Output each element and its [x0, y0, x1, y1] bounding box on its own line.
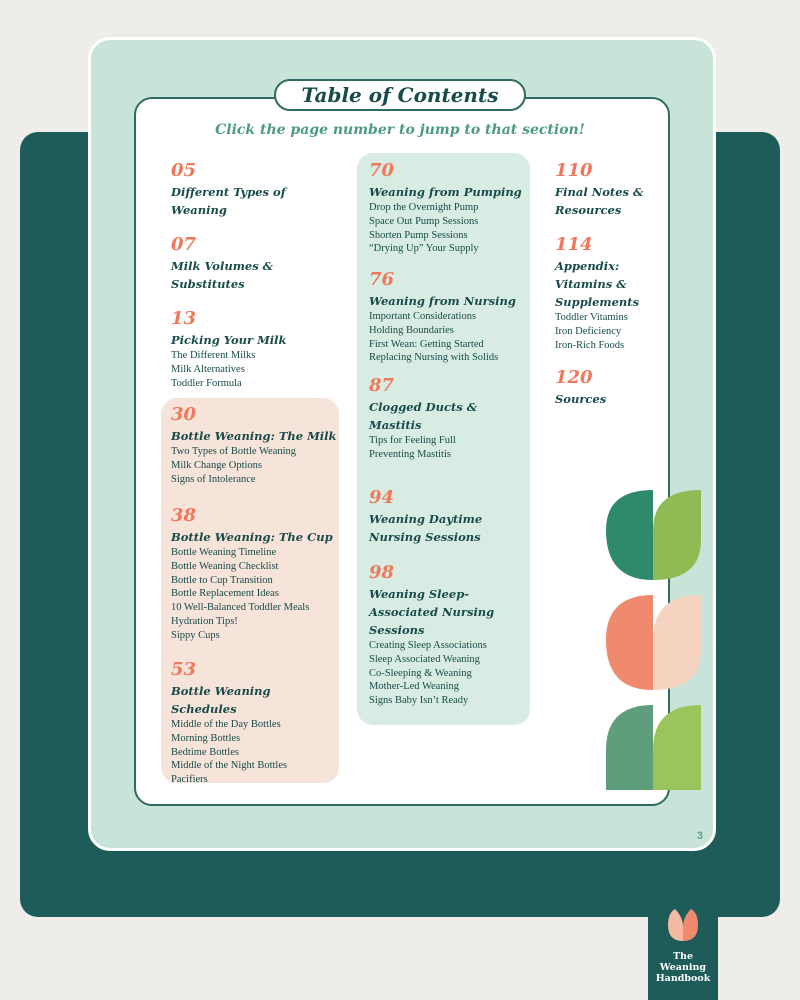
- logo-text-line1: The: [672, 951, 694, 962]
- section-heading[interactable]: Picking Your Milk: [171, 333, 287, 347]
- subsection-item[interactable]: Signs of Intolerance: [171, 473, 256, 485]
- subsection-item[interactable]: Iron Deficiency: [555, 325, 622, 337]
- page-link[interactable]: 53: [171, 659, 197, 680]
- leaf-bud-icon: [668, 907, 698, 941]
- subtitle: Click the page number to jump to that section!: [215, 122, 585, 138]
- subsection-item[interactable]: First Wean: Getting Started: [369, 338, 484, 350]
- section-heading[interactable]: Appendix: Vitamins & Supplements: [555, 259, 640, 309]
- subsection-item[interactable]: Toddler Vitamins: [555, 312, 628, 323]
- toc-section: [555, 234, 665, 352]
- subsection-item[interactable]: 10 Well-Balanced Toddler Meals: [171, 602, 310, 614]
- subsection-item[interactable]: Signs Baby Isn’t Ready: [369, 695, 469, 707]
- subsection-item[interactable]: Bedtime Bottles: [171, 746, 239, 758]
- section-heading[interactable]: Weaning Sleep-Associated Nursing Sessions: [369, 587, 495, 637]
- subsection-item[interactable]: Toddler Formula: [171, 377, 242, 389]
- subsection-item[interactable]: Bottle Weaning Checklist: [171, 560, 279, 572]
- page-link[interactable]: 05: [171, 160, 197, 181]
- subsection-item[interactable]: Important Considerations: [369, 311, 477, 322]
- section-heading[interactable]: Bottle Weaning: The Cup: [171, 530, 333, 544]
- section-heading[interactable]: Clogged Ducts & Mastitis: [369, 400, 478, 432]
- section-heading[interactable]: Final Notes & Resources: [555, 185, 644, 217]
- subsection-item[interactable]: Milk Alternatives: [171, 363, 245, 375]
- page-link[interactable]: 94: [369, 487, 395, 508]
- page-link[interactable]: 114: [555, 234, 593, 255]
- toc-section: [171, 160, 339, 219]
- toc-section: [171, 308, 339, 390]
- page-number: 3: [696, 830, 703, 842]
- logo-text-line2: Weaning: [659, 962, 707, 973]
- page-link[interactable]: 70: [369, 160, 395, 181]
- section-heading[interactable]: Sources: [555, 392, 607, 406]
- section-heading[interactable]: Weaning from Nursing: [369, 294, 516, 308]
- subsection-item[interactable]: Bottle Replacement Ideas: [171, 588, 279, 600]
- subsection-item[interactable]: Shorten Pump Sessions: [369, 229, 468, 241]
- subsection-item[interactable]: Space Out Pump Sessions: [369, 215, 479, 227]
- leaf-decoration-icon: [606, 490, 701, 790]
- subsection-item[interactable]: Sleep Associated Weaning: [369, 653, 480, 665]
- subsection-item[interactable]: Morning Bottles: [171, 732, 241, 744]
- page-link[interactable]: 87: [369, 375, 395, 396]
- page-title: Table of Contents: [274, 79, 526, 111]
- subsection-item[interactable]: Sippy Cups: [171, 629, 220, 641]
- subsection-item[interactable]: Drop the Overnight Pump: [369, 202, 479, 213]
- section-heading[interactable]: Bottle Weaning: The Milk: [171, 429, 337, 443]
- subsection-item[interactable]: The Different Milks: [171, 350, 256, 361]
- toc-section: [369, 487, 525, 546]
- subsection-item[interactable]: Holding Boundaries: [369, 324, 454, 336]
- toc-section: [369, 269, 525, 365]
- subsection-item[interactable]: Hydration Tips!: [171, 615, 238, 627]
- toc-section: [171, 404, 339, 486]
- toc-section: [369, 160, 525, 256]
- section-heading[interactable]: Bottle Weaning Schedules: [171, 684, 271, 716]
- subsection-item[interactable]: Bottle Weaning Timeline: [171, 547, 277, 558]
- subsection-item[interactable]: Co-Sleeping & Weaning: [369, 667, 472, 679]
- subsection-item[interactable]: Two Types of Bottle Weaning: [171, 446, 297, 457]
- subsection-item[interactable]: Milk Change Options: [171, 459, 262, 471]
- subsection-item[interactable]: Preventing Mastitis: [369, 448, 451, 460]
- toc-section: [171, 659, 339, 787]
- section-heading[interactable]: Milk Volumes & Substitutes: [171, 259, 274, 291]
- page-link[interactable]: 30: [171, 404, 197, 425]
- section-heading[interactable]: Different Types of Weaning: [171, 185, 286, 217]
- subsection-item[interactable]: Mother-Led Weaning: [369, 681, 460, 693]
- toc-section: [369, 562, 525, 708]
- page-link[interactable]: 13: [171, 308, 197, 329]
- subsection-item[interactable]: “Drying Up” Your Supply: [369, 243, 479, 255]
- page-link[interactable]: 07: [171, 234, 197, 255]
- toc-section: [171, 505, 339, 643]
- subsection-item[interactable]: Creating Sleep Associations: [369, 640, 487, 651]
- subsection-item[interactable]: Middle of the Day Bottles: [171, 719, 281, 730]
- page-link[interactable]: 98: [369, 562, 395, 583]
- subsection-item[interactable]: Middle of the Night Bottles: [171, 760, 288, 772]
- page-link[interactable]: 76: [369, 269, 395, 290]
- subsection-item[interactable]: Replacing Nursing with Solids: [369, 352, 499, 364]
- toc-section: [171, 234, 339, 293]
- page-link[interactable]: 120: [555, 367, 593, 388]
- toc-section: [369, 375, 525, 462]
- brand-logo: [648, 895, 718, 1000]
- page-link[interactable]: 110: [555, 160, 593, 181]
- page: [88, 37, 716, 851]
- page-link[interactable]: 38: [171, 505, 197, 526]
- toc-section: [555, 367, 665, 408]
- logo-text-line3: Handbook: [655, 973, 711, 984]
- subsection-item[interactable]: Bottle to Cup Transition: [171, 574, 273, 586]
- subsection-item[interactable]: Iron-Rich Foods: [555, 339, 625, 351]
- section-heading[interactable]: Weaning from Pumping: [369, 185, 522, 199]
- subsection-item[interactable]: Tips for Feeling Full: [369, 435, 456, 446]
- subsection-item[interactable]: Pacifiers: [171, 774, 208, 786]
- toc-section: [555, 160, 665, 219]
- section-heading[interactable]: Weaning Daytime Nursing Sessions: [369, 512, 483, 544]
